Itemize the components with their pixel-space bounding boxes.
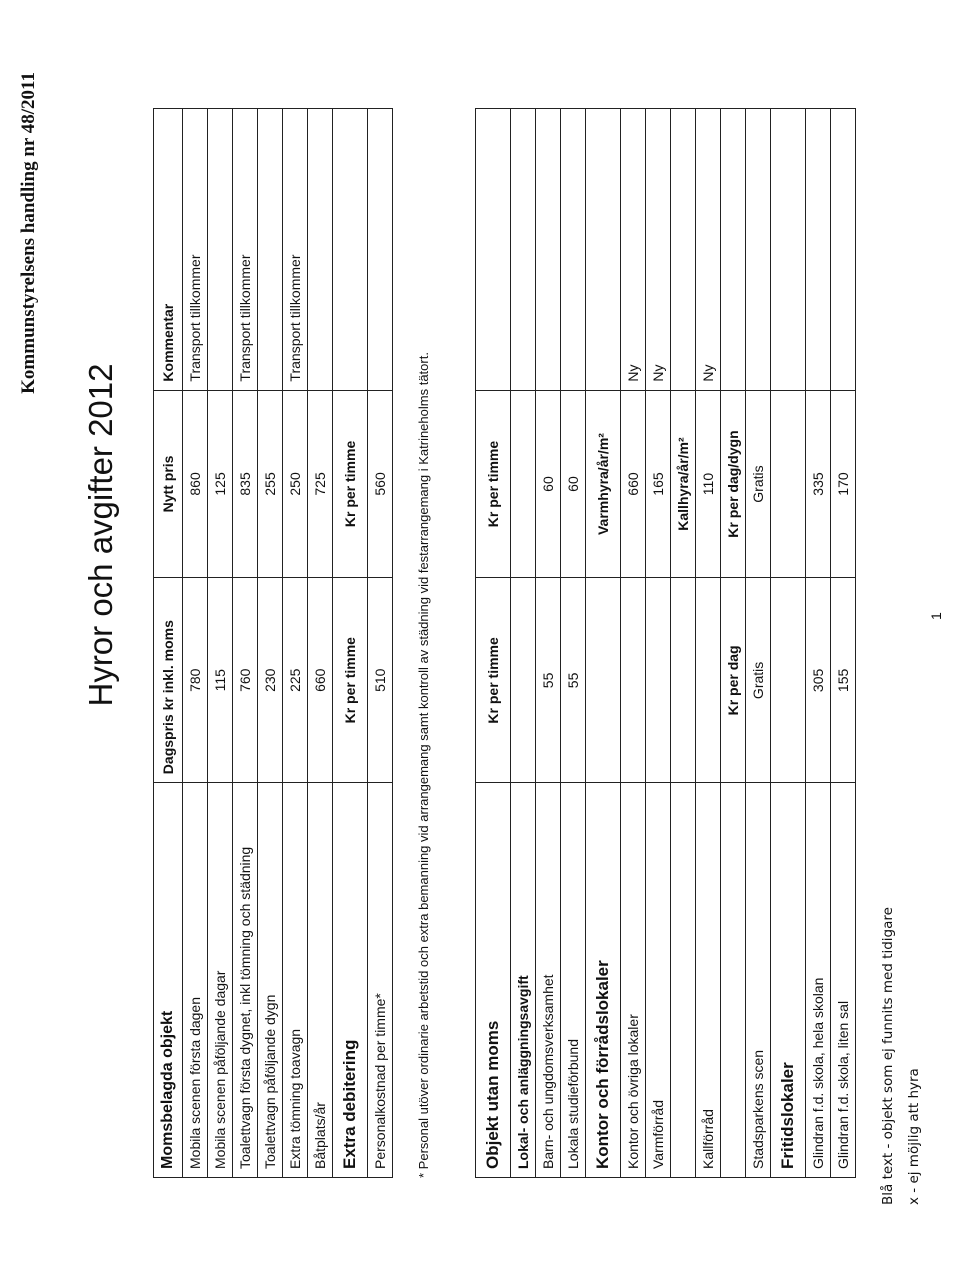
unit-label: Varmhyra/år/m² [586, 390, 621, 578]
document-reference: Kommunstyrelsens handling nr 48/2011 [18, 72, 39, 394]
object-name: Lokala studieförbund [561, 783, 586, 1178]
comment: Ny [696, 109, 721, 391]
object-name: Mobila scenen första dagen [183, 783, 208, 1178]
page-title: Hyror och avgifter 2012 [82, 363, 119, 707]
new-price: Gratis [746, 390, 771, 578]
table-row [746, 109, 771, 1178]
section-row-extra [333, 109, 368, 1178]
old-price [621, 578, 646, 783]
old-price: 760 [233, 578, 258, 783]
non-vat-objects-table [475, 108, 856, 1178]
table-row [368, 109, 393, 1178]
comment: Transport tillkommer [283, 109, 308, 391]
table-row [561, 109, 586, 1178]
unit-label: Kr per timme [476, 390, 511, 578]
page-number: 1 [928, 612, 944, 620]
unit-label: Kr per timme [333, 578, 368, 783]
section-row-fritid [771, 109, 806, 1178]
comment [806, 109, 831, 391]
unit-row-per-day [721, 109, 746, 1178]
object-name: Toalettvagn första dygnet, inkl tömning och städning [233, 783, 258, 1178]
new-price: 250 [283, 390, 308, 578]
object-name: Kontor och övriga lokaler [621, 783, 646, 1178]
object-name: Glindran f.d. skola, liten sal [831, 783, 856, 1178]
unit-label: Kr per dag/dygn [721, 390, 746, 578]
legend-blue-text: Blå text - objekt som ej funnits med tidigare [880, 907, 896, 1205]
unit-row-kallhyra [671, 109, 696, 1178]
new-price: 860 [183, 390, 208, 578]
new-price: 165 [646, 390, 671, 578]
comment [831, 109, 856, 391]
new-price: 835 [233, 390, 258, 578]
column-header-new-price: Nytt pris [154, 390, 183, 578]
table-row [806, 109, 831, 1178]
new-price: 60 [536, 390, 561, 578]
new-price: 560 [368, 390, 393, 578]
old-price: 660 [308, 578, 333, 783]
object-name: Båtplats/år [308, 783, 333, 1178]
table-row [183, 109, 208, 1178]
comment [208, 109, 233, 391]
new-price: 660 [621, 390, 646, 578]
legend-x-mark: x - ej möjlig att hyra [906, 1068, 922, 1205]
comment: Ny [646, 109, 671, 391]
table-row [696, 109, 721, 1178]
object-name: Varmförråd [646, 783, 671, 1178]
unit-label: Kr per timme [333, 390, 368, 578]
table-row [283, 109, 308, 1178]
column-header-comment: Kommentar [154, 109, 183, 391]
column-header-day-price: Dagspris kr inkl. moms [154, 578, 183, 783]
old-price: 780 [183, 578, 208, 783]
comment [368, 109, 393, 391]
object-name: Glindran f.d. skola, hela skolan [806, 783, 831, 1178]
comment: Transport tillkommer [233, 109, 258, 391]
section-title: Lokal- och anläggningsavgift [511, 783, 536, 1178]
object-name: Barn- och ungdomsverksamhet [536, 783, 561, 1178]
table-row [308, 109, 333, 1178]
old-price: 225 [283, 578, 308, 783]
object-name: Mobila scenen påföljande dagar [208, 783, 233, 1178]
table-header-row [154, 109, 183, 1178]
section-title: Kontor och förrådslokaler [586, 783, 621, 1178]
table-row [208, 109, 233, 1178]
unit-label: Kallhyra/år/m² [671, 390, 696, 578]
old-price: 55 [536, 578, 561, 783]
comment [308, 109, 333, 391]
comment [536, 109, 561, 391]
unit-label: Kr per timme [476, 578, 511, 783]
comment: Transport tillkommer [183, 109, 208, 391]
table-row [646, 109, 671, 1178]
table-row [536, 109, 561, 1178]
old-price [696, 578, 721, 783]
old-price: 305 [806, 578, 831, 783]
table-row [621, 109, 646, 1178]
old-price: 55 [561, 578, 586, 783]
column-header-object: Momsbelagda objekt [154, 783, 183, 1178]
table-header-row [476, 109, 511, 1178]
table-row [831, 109, 856, 1178]
object-name: Kallförråd [696, 783, 721, 1178]
footnote: * Personal utöver ordinarie arbetstid och extra bemanning vid arrangemang samt kontroll av städning vid festarrangemang i Katrineholms tätort. [416, 352, 431, 1178]
table-row [258, 109, 283, 1178]
comment [258, 109, 283, 391]
old-price: 510 [368, 578, 393, 783]
comment [561, 109, 586, 391]
section-row-kontor [586, 109, 621, 1178]
old-price: 115 [208, 578, 233, 783]
section-title: Fritidslokaler [771, 783, 806, 1178]
old-price: 230 [258, 578, 283, 783]
unit-label: Kr per dag [721, 578, 746, 783]
section-title: Extra debitering [333, 783, 368, 1178]
old-price: 155 [831, 578, 856, 783]
new-price: 725 [308, 390, 333, 578]
object-name: Toalettvagn påföljande dygn [258, 783, 283, 1178]
new-price: 255 [258, 390, 283, 578]
comment [746, 109, 771, 391]
old-price [646, 578, 671, 783]
new-price: 335 [806, 390, 831, 578]
new-price: 125 [208, 390, 233, 578]
object-name: Extra tömning toavagn [283, 783, 308, 1178]
object-name: Personalkostnad per timme* [368, 783, 393, 1178]
column-header-object: Objekt utan moms [476, 783, 511, 1178]
comment: Ny [621, 109, 646, 391]
old-price: Gratis [746, 578, 771, 783]
object-name: Stadsparkens scen [746, 783, 771, 1178]
new-price: 170 [831, 390, 856, 578]
section-row-lokal [511, 109, 536, 1178]
new-price: 60 [561, 390, 586, 578]
table-row [233, 109, 258, 1178]
new-price: 110 [696, 390, 721, 578]
vat-objects-table [153, 108, 393, 1178]
